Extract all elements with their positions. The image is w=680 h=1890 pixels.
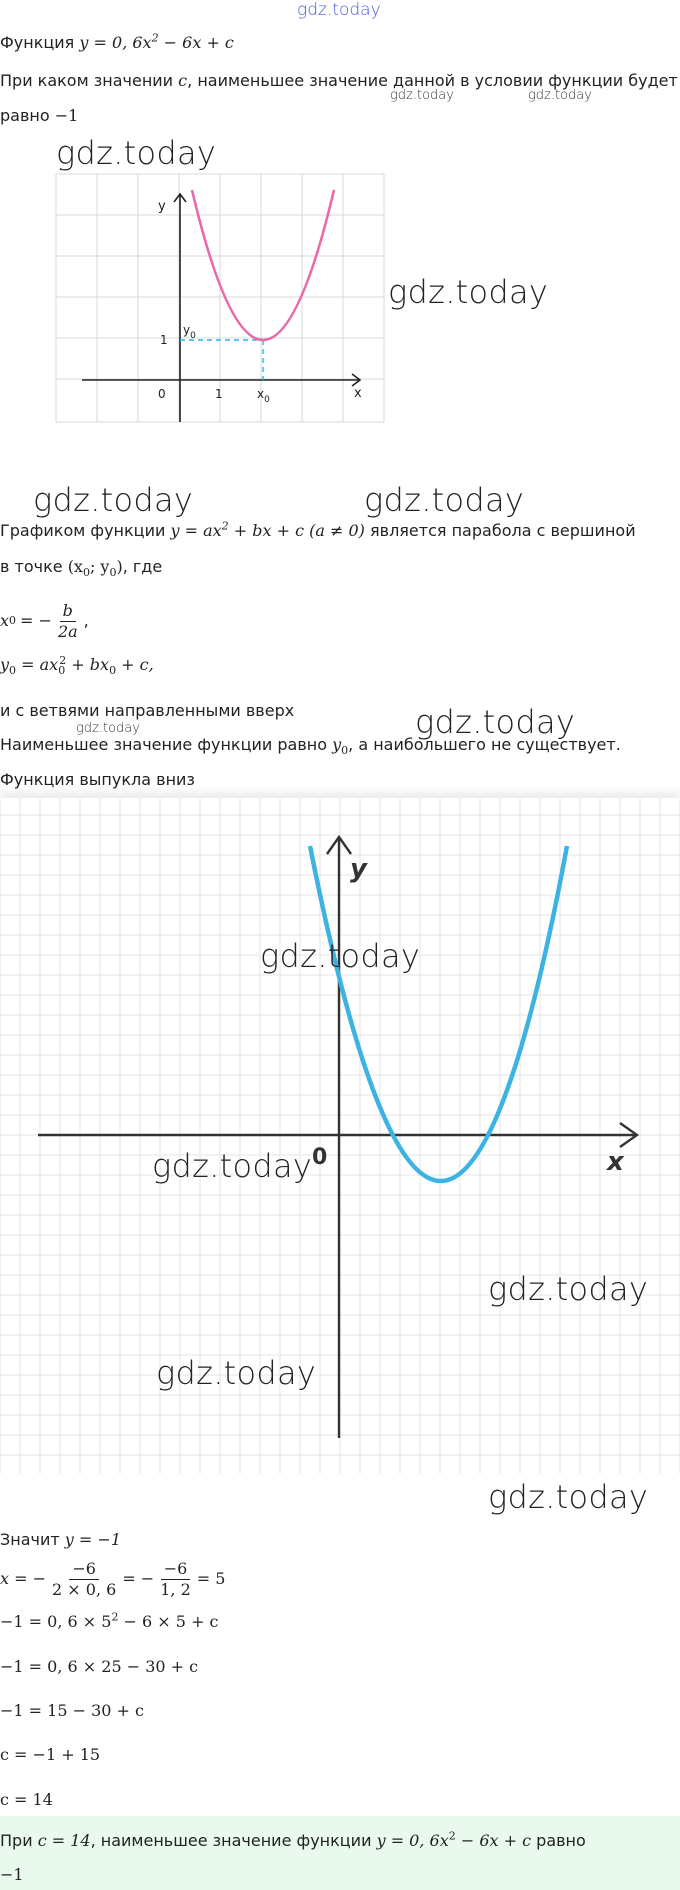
theory-p2-end: ) [116,557,123,576]
theory-p2-mid: ; y [89,557,110,576]
graph1-x-one-label: 1 [215,387,223,401]
theory-x0-num: b [60,601,76,622]
theory-y0-sub3: 0 [109,664,117,678]
theory-x0-end: , [83,611,89,630]
watermark-9: gdz.today [156,1354,317,1392]
problem-line-3 [0,105,78,127]
theory-p2-b: , где [122,557,163,576]
theory-line-2 [0,556,162,578]
graph1-y0-letter: y [183,323,191,337]
graph1-parabola [192,190,334,340]
answer-box [0,1816,680,1890]
answer-a1-b: , наименьшее значение функции [90,1831,372,1850]
theory-x0-lhs: x [0,611,10,630]
graph1-x0-label [257,387,270,405]
graph1-y-one-label: 1 [160,333,168,347]
problem-line2-text: При каком значении [0,71,174,90]
solution-s1-math: y = −1 [64,1530,121,1549]
solution-step-5: −1 = 15 − 30 + c [0,1701,144,1720]
graph1-origin-label: 0 [158,387,166,401]
watermark-small-3: gdz.today [76,721,140,736]
graph1-y0-sub: 0 [190,331,196,341]
theory-p1-math2: + bx + c (a ≠ 0) [233,521,365,540]
theory-p4-math: y [332,735,342,754]
solution-s3-exp: 2 [111,1610,119,1624]
watermark-10: gdz.today [488,1478,649,1516]
theory-p1-math: y = ax [170,521,222,540]
parabola-sketch-graph [54,172,386,424]
theory-p1-exp: 2 [221,519,229,533]
watermark-3: gdz.today [33,481,194,519]
func-exp: 2 [151,31,159,45]
solution-s2-lhs: x = − [0,1569,47,1588]
problem-line-1 [0,32,234,54]
solution-s2-mid: = − [122,1569,155,1588]
solution-step-1 [0,1529,121,1551]
theory-y0-sub2: 0 [58,664,66,678]
func-y: y [79,33,89,52]
theory-y0-formula [0,654,154,676]
theory-line-1 [0,520,636,542]
solution-s3-text: −1 = 0, 6 × 5 [0,1612,112,1631]
theory-p1-b: является парабола с вершиной [370,521,636,540]
problem-c: c [178,71,188,90]
problem-prefix: Функция [0,33,75,52]
solution-s2-end: = 5 [196,1569,226,1588]
func-eq: = 0, 6x [93,33,152,52]
solution-step-4: −1 = 0, 6 × 25 − 30 + c [0,1657,199,1676]
solution-step-2 [0,1554,225,1604]
theory-y0-sub: 0 [9,664,17,678]
theory-p2-sub2: 0 [109,566,117,580]
graph1-x0-sub: 0 [264,395,270,405]
theory-p2-math: (x [67,557,83,576]
graph2-parabola [310,846,567,1181]
watermark-2: gdz.today [388,273,549,311]
watermark-small-1: gdz.today [390,88,454,103]
graph1-y-label: y [158,199,166,214]
watermark-8: gdz.today [488,1270,649,1308]
solution-s2-fraction-1 [49,1559,119,1600]
solution-s1-text: Значит [0,1530,60,1549]
graph2-origin-label: 0 [312,1145,328,1170]
problem-line2-rest: , наименьшее значение данной в условии функции будет [187,71,678,90]
theory-p4-sub: 0 [341,744,349,758]
theory-y0-end: + c, [121,655,154,674]
parabola-graph [0,798,680,1474]
theory-x0-eq: = − [20,611,52,630]
theory-p4-b: , а наибольшего не существует. [348,735,621,754]
theory-convex-down: Функция выпукла вниз [0,770,195,789]
graph1-x0-letter: x [257,387,265,401]
theory-y0-exp: 2 [59,653,67,667]
solution-s2-den2: 1, 2 [160,1579,191,1599]
watermark-top: gdz.today [297,0,381,20]
solution-s2-den1: 2 × 0, 6 [52,1579,117,1599]
graph2-x-label: x [607,1147,624,1177]
theory-y0-rhs: = ax [21,655,59,674]
theory-x0-fraction [55,601,81,642]
theory-y0-rest: + bx [71,655,110,674]
graph2-y-label: y [350,854,367,884]
theory-branches-up: и с ветвями направленными вверх [0,701,295,720]
answer-c-value: c = 14 [37,1831,91,1850]
solution-s3-rest: − 6 × 5 + c [123,1612,219,1631]
theory-x0-den: 2a [57,621,78,641]
graph1-grid [56,174,384,422]
watermark-7: gdz.today [152,1147,313,1185]
answer-a1-text: При [0,1831,33,1850]
theory-p2-a: в точке [0,557,63,576]
solution-s2-fraction-2 [157,1559,194,1600]
watermark-5: gdz.today [415,703,576,741]
watermark-small-2: gdz.today [528,88,592,103]
answer-func: y = 0, 6x [376,1831,449,1850]
graph1-x-label: x [354,386,362,401]
problem-line3-text: равно [0,106,50,125]
theory-y0-lhs: y [0,655,10,674]
answer-func-exp: 2 [448,1829,456,1843]
solution-s2-num1: −6 [69,1559,99,1580]
watermark-6: gdz.today [260,937,421,975]
solution-step-7: c = 14 [0,1790,53,1809]
func-rest: − 6x + c [163,33,234,52]
theory-x0-formula: x 0 = − $\frac{b}{2a}$ , [0,600,89,641]
answer-line-2: −1 [0,1865,24,1884]
solution-step-6: c = −1 + 15 [0,1745,101,1764]
graph2-panel [0,798,680,1474]
problem-target-value: −1 [54,106,79,125]
theory-p1-a: Графиком функции [0,521,166,540]
solution-s2-num2: −6 [161,1559,191,1580]
answer-func-rest: − 6x + c [460,1831,532,1850]
answer-a1-c: равно [536,1831,586,1850]
theory-p2-sub1: 0 [82,566,90,580]
solution-step-3 [0,1611,219,1633]
answer-line-1 [0,1830,586,1852]
theory-min-value [0,734,621,756]
watermark-1: gdz.today [56,134,217,172]
theory-p4-a: Наименьшее значение функции равно [0,735,327,754]
watermark-4: gdz.today [364,481,525,519]
